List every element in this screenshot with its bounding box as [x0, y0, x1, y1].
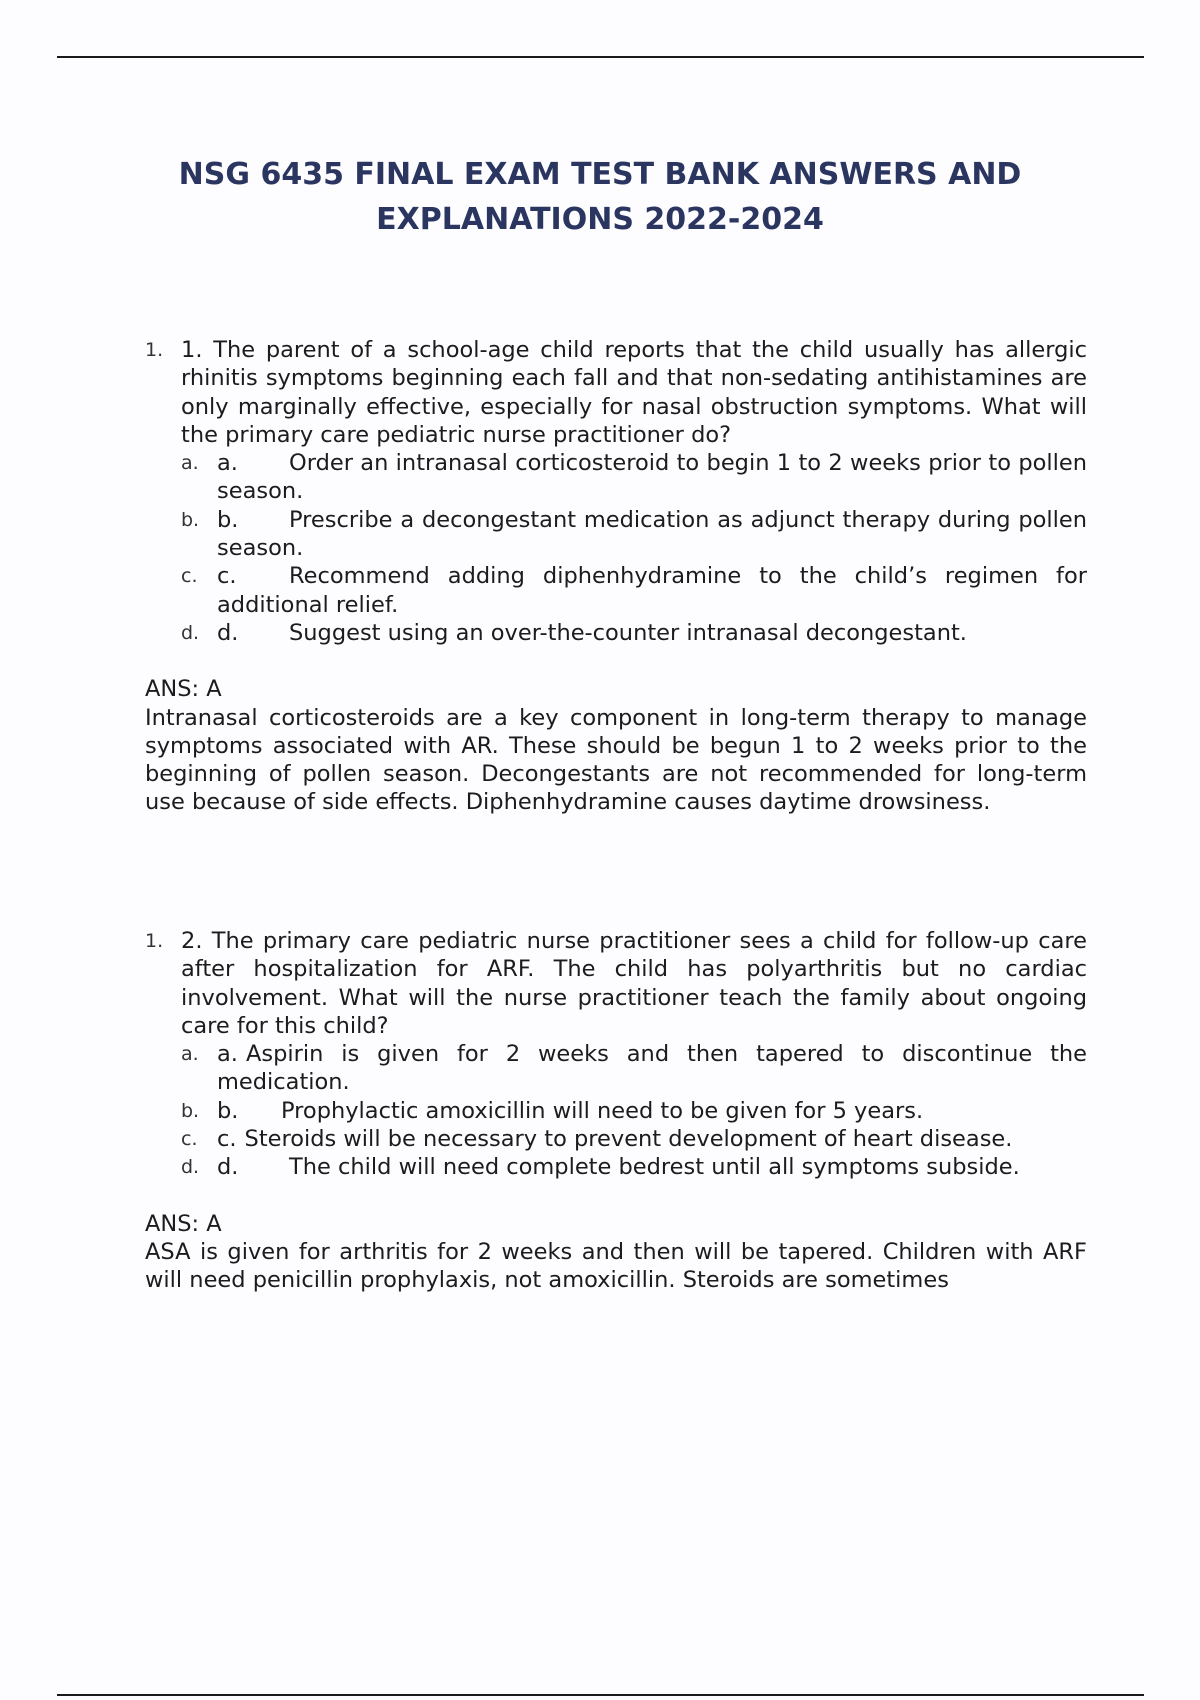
option-text: Suggest using an over-the-counter intranasal decongestant.	[289, 619, 967, 646]
option-letter: c.	[217, 563, 237, 590]
question-text: 1. The parent of a school-age child reports that the child usually has allergic rhinitis symptoms beginning each fall and that non-sedating antihistamines are only marginally effective, especially for nasal obstruction symptoms. What will the primary care pediatric nurse practitioner do?	[181, 337, 1087, 448]
option-marker: d.	[181, 1156, 200, 1179]
option-letter: a.	[217, 1041, 238, 1068]
option-text: Recommend adding diphenhydramine to the child’s regimen for additional relief.	[217, 563, 1087, 618]
option-marker: b.	[181, 508, 200, 531]
explanation: Intranasal corticosteroids are a key component in long-term therapy to manage symptoms associated with AR. These should be begun 1 to 2 weeks prior to the beginning of pollen season. Decongestants are not recommended for long-term use because of side effects. Diphenhydramine causes daytime drowsiness.	[145, 704, 1087, 816]
option-text: Steroids will be necessary to prevent development of heart disease.	[244, 1126, 1013, 1153]
option-letter: b.	[217, 506, 239, 533]
document-title	[100, 152, 1100, 242]
option-marker: d.	[181, 621, 200, 644]
option-marker: a.	[181, 452, 199, 475]
answer-label: ANS: A	[145, 1210, 222, 1237]
option-text: The child will need complete bedrest until all symptoms subside.	[289, 1154, 1020, 1181]
explanation: ASA is given for arthritis for 2 weeks and then will be tapered. Children with ARF will need penicillin prophylaxis, not amoxicillin. Steroids are sometimes	[145, 1238, 1087, 1294]
option-a	[145, 449, 1087, 506]
option-text: Prophylactic amoxicillin will need to be given for 5 years.	[281, 1097, 924, 1124]
question-text: 2. The primary care pediatric nurse practitioner sees a child for follow-up care after hospitalization for ARF. The child has polyarthritis but no cardiac involvement. What will the nurse practitioner teach the family about ongoing care for this child?	[181, 928, 1087, 1039]
list-marker: 1.	[145, 930, 164, 952]
option-list	[145, 1040, 1087, 1181]
option-d	[145, 1153, 1087, 1181]
answer-label: ANS: A	[145, 676, 222, 703]
option-text: Prescribe a decongestant medication as adjunct therapy during pollen season.	[217, 506, 1087, 562]
option-b	[145, 1097, 1087, 1125]
option-marker: b.	[181, 1099, 200, 1122]
answer-block	[145, 1210, 1087, 1295]
option-c	[145, 562, 1087, 619]
option-a	[145, 1040, 1087, 1097]
question-2	[145, 927, 1087, 1295]
option-marker: a.	[181, 1043, 199, 1066]
option-b	[145, 506, 1087, 563]
option-c	[145, 1125, 1087, 1153]
title-line-1: NSG 6435 FINAL EXAM TEST BANK ANSWERS AND	[178, 157, 1022, 192]
option-text: Order an intranasal corticosteroid to begin 1 to 2 weeks prior to pollen season.	[217, 450, 1087, 505]
option-text: Aspirin is given for 2 weeks and then tapered to discontinue the medication.	[217, 1041, 1087, 1096]
option-list	[145, 449, 1087, 647]
question-stem	[145, 336, 1087, 449]
list-marker: 1.	[145, 339, 164, 361]
title-line-2: EXPLANATIONS 2022-2024	[376, 202, 824, 237]
option-letter: c.	[217, 1126, 237, 1153]
option-letter: d.	[217, 1154, 239, 1181]
option-letter: d.	[217, 619, 239, 646]
question-stem	[145, 927, 1087, 1040]
option-marker: c.	[181, 1128, 198, 1151]
answer-block	[145, 675, 1087, 816]
option-letter: b.	[217, 1097, 239, 1124]
option-marker: c.	[181, 565, 198, 588]
option-letter: a.	[217, 450, 238, 477]
option-d	[145, 619, 1087, 647]
top-rule	[57, 56, 1144, 58]
bottom-rule	[57, 1694, 1144, 1696]
question-1	[145, 336, 1087, 817]
